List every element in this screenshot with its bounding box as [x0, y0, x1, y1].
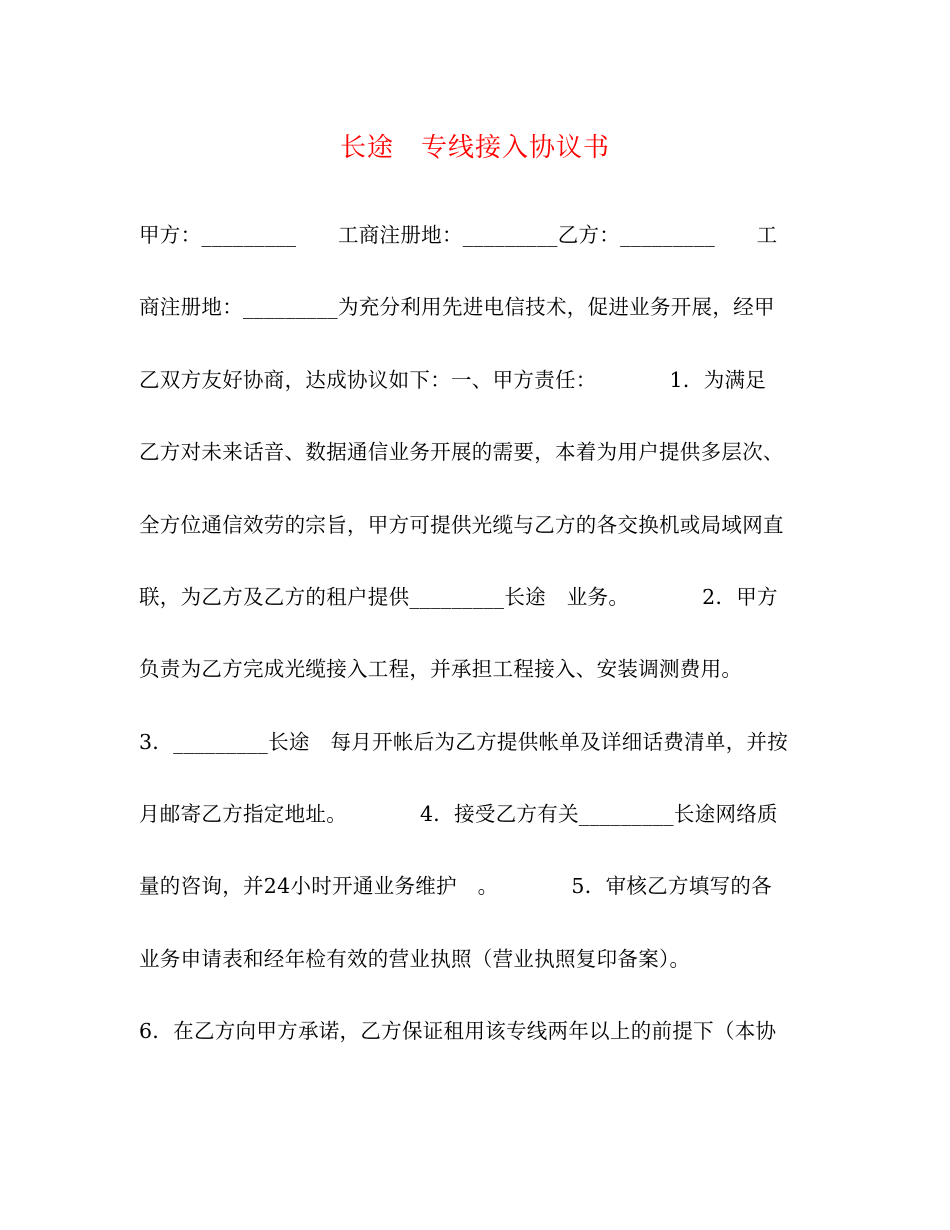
body-line-1: 甲方：_________ 工商注册地：_________乙方：_________ 工 [139, 223, 778, 247]
body-line-5: 全方位通信效劳的宗旨，甲方可提供光缆与乙方的各交换机或局域网直 [139, 513, 784, 537]
body-line-8: 3．_________长途 每月开帐后为乙方提供帐单及详细话费清单，并按 [139, 730, 789, 754]
body-line-3: 乙双方友好协商，达成协议如下：一、甲方责任： 1．为满足 [139, 368, 767, 392]
body-line-4: 乙方对未来话音、数据通信业务开展的需要，本着为用户提供多层次、 [139, 440, 784, 464]
body-line-2: 商注册地：_________为充分利用先进电信技术，促进业务开展，经甲 [139, 295, 775, 319]
body-line-10: 量的咨询，并24小时开通业务维护 。 5．审核乙方填写的各 [139, 874, 772, 898]
body-line-9: 月邮寄乙方指定地址。 4．接受乙方有关_________长途网络质 [139, 802, 778, 826]
body-line-7: 负责为乙方完成光缆接入工程，并承担工程接入、安装调测费用。 [139, 657, 743, 681]
body-line-6: 联，为乙方及乙方的租户提供_________长途 业务。 2．甲方 [139, 585, 778, 609]
body-line-12: 6．在乙方向甲方承诺，乙方保证租用该专线两年以上的前提下（本协 [139, 1019, 777, 1043]
body-line-11: 业务申请表和经年检有效的营业执照（营业执照复印备案）。 [139, 947, 691, 971]
document-title: 长途 专线接入协议书 [339, 133, 610, 163]
